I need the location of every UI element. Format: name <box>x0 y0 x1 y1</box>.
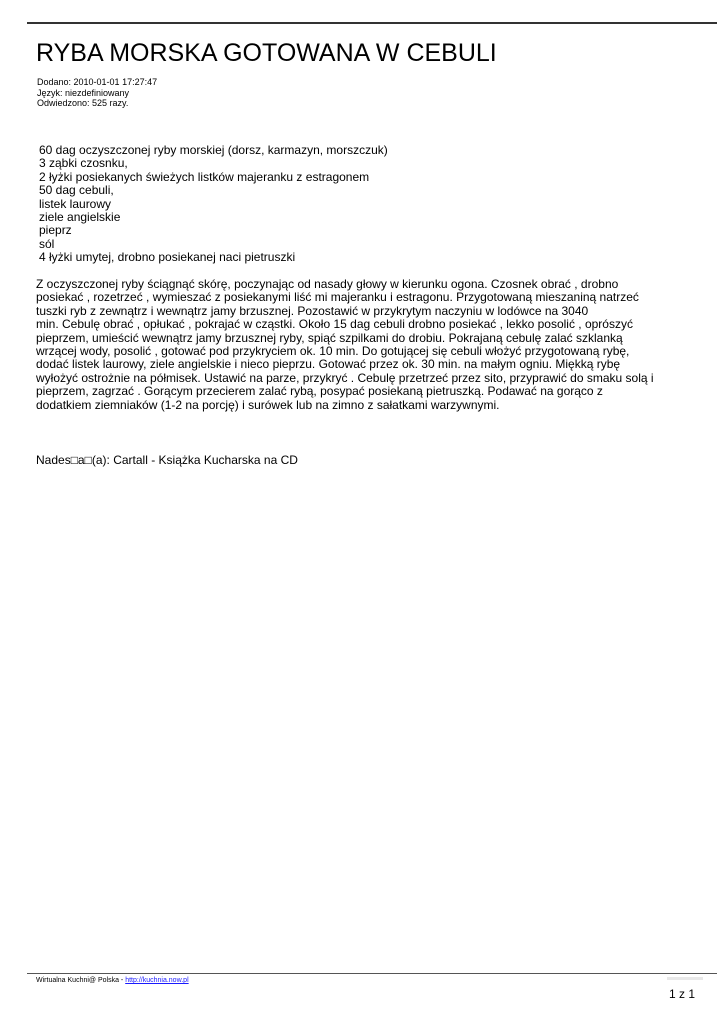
ingredient-item: ziele angielskie <box>39 210 121 225</box>
language: Język: niezdefiniowany <box>37 87 130 98</box>
instructions-line: tuszki ryb z zewnątrz i wewnątrz jamy brzusznej. Pozostawić w przykrytym naczyniu w lodówce na 3040 <box>36 303 589 318</box>
ingredient-item: listek laurowy <box>39 196 112 211</box>
recipe-meta <box>37 77 157 109</box>
instructions-line: wrzącej wody, posolić , gotować pod przykryciem ok. 10 min. Do gotującej się cebuli włożyć przygotowaną rybę, <box>36 344 630 359</box>
instructions-line: posiekać , rozetrzeć , wymieszać z posiekanymi liść mi majeranku i estragonu. Przygotowaną mieszaniną natrzeć <box>36 290 639 305</box>
recipe-title: RYBA MORSKA GOTOWANA W CEBULI <box>36 39 497 67</box>
ingredient-item: 3 ząbki czosnku, <box>39 156 128 171</box>
instructions-text <box>36 278 718 412</box>
instructions-line: pieprzem, umieścić wewnątrz jamy brzusznej ryby, spiąć szpilkami do drobiu. Pokrajaną cebulę zalać szklanką <box>36 330 623 345</box>
instructions-line: Z oczyszczonej ryby ściągnąć skórę, poczynając od nasady głowy w kierunku ogona. Czosnek obrać , drobno <box>36 277 619 291</box>
instructions-line: dodać listek laurowy, ziele angielskie i nieco pieprzu. Gotować przez ok. 30 min. na małym ogniu. Miękką rybę <box>36 357 621 372</box>
ingredient-item: 2 łyżki posiekanych świeżych listków majeranku z estragonem <box>39 169 370 184</box>
footer-site <box>36 976 189 985</box>
date-added: Dodano: 2010-01-01 17:27:47 <box>37 77 158 87</box>
visit-count: Odwiedzono: 525 razy. <box>37 98 129 108</box>
footer-site-link[interactable]: http://kuchnia.now.pl <box>125 977 189 984</box>
instructions-line: min. Cebulę obrać , opłukać , pokrajać w cząstki. Około 15 dag cebuli drobno posiekać , lekko posolić , oprószyć <box>36 317 633 332</box>
bottom-divider <box>27 973 717 974</box>
instructions-line: wyłożyć ostrożnie na półmisek. Ustawić na parze, przykryć . Cebulę przetrzeć przez sito, przyprawić do smaku solą i <box>36 370 654 385</box>
ingredient-item: sól <box>39 236 55 251</box>
page-number: 1 z 1 <box>668 987 695 1001</box>
top-divider <box>27 22 717 24</box>
ingredient-item: 4 łyżki umytej, drobno posiekanej naci pietruszki <box>39 250 296 265</box>
recipe-source: Nades□a□(a): Cartall - Książka Kucharska na CD <box>36 453 298 467</box>
ingredient-item: 50 dag cebuli, <box>39 183 114 198</box>
ingredient-item: pieprz <box>39 223 72 238</box>
ingredients-list <box>39 144 388 265</box>
footer-faint-mark <box>667 977 703 980</box>
ingredient-item: 60 dag oczyszczonej ryby morskiej (dorsz, karmazyn, morszczuk) <box>39 143 388 157</box>
instructions-line: pieprzem, zagrzać . Gorącym przecierem zalać rybą, posypać posiekaną pietruszką. Podawać na gorąco z <box>36 384 603 399</box>
instructions-line: dodatkiem ziemniaków (1-2 na porcję) i surówek lub na zimno z sałatkami warzywnymi. <box>36 397 500 412</box>
footer-site-name: Wirtualna Kuchni@ Polska - <box>36 977 126 984</box>
